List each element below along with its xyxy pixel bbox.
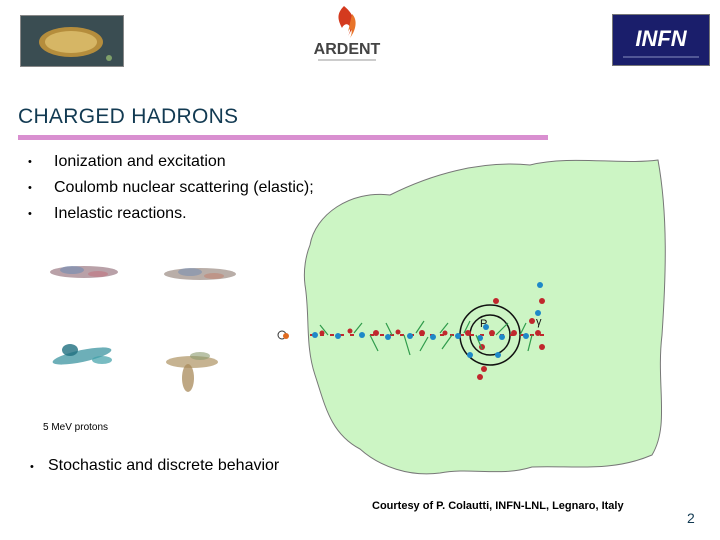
infn-logo: [612, 14, 710, 66]
bullet-marker: •: [28, 182, 32, 194]
bullet-text: Coulomb nuclear scattering (elastic);: [54, 179, 314, 196]
bullet-text: Ionization and excitation: [54, 153, 226, 170]
track-image-4: [166, 352, 218, 392]
bullet-text-stochastic: Stochastic and discrete behavior: [48, 457, 280, 474]
track-image-3: [51, 344, 112, 368]
bullet-marker: •: [28, 208, 32, 220]
courtesy-note: Courtesy of P. Colautti, INFN-LNL, Legnaro, Italy: [372, 500, 624, 512]
track-image-2: [164, 268, 236, 280]
medium-region: [304, 160, 665, 474]
ardent-logo: [304, 2, 390, 64]
title-underline: [18, 135, 548, 140]
ardent-logo-text: ARDENT: [313, 41, 381, 58]
infn-logo-text: INFN: [635, 26, 687, 51]
slide-title: CHARGED HADRONS: [18, 105, 239, 128]
bullet-text: Inelastic reactions.: [54, 205, 187, 222]
bullet-marker: •: [28, 156, 32, 168]
page-number: 2: [687, 510, 695, 526]
proton-track-images: [42, 238, 257, 406]
track-image-1: [50, 266, 118, 278]
proton-label: P: [480, 318, 488, 330]
bullet-marker: •: [30, 461, 34, 473]
incoming-particle: [278, 331, 289, 339]
track-caption: 5 MeV protons: [43, 422, 109, 433]
gamma-label: γ: [536, 316, 542, 328]
left-logo: [20, 15, 124, 67]
hadron-interaction-diagram: [270, 155, 680, 480]
